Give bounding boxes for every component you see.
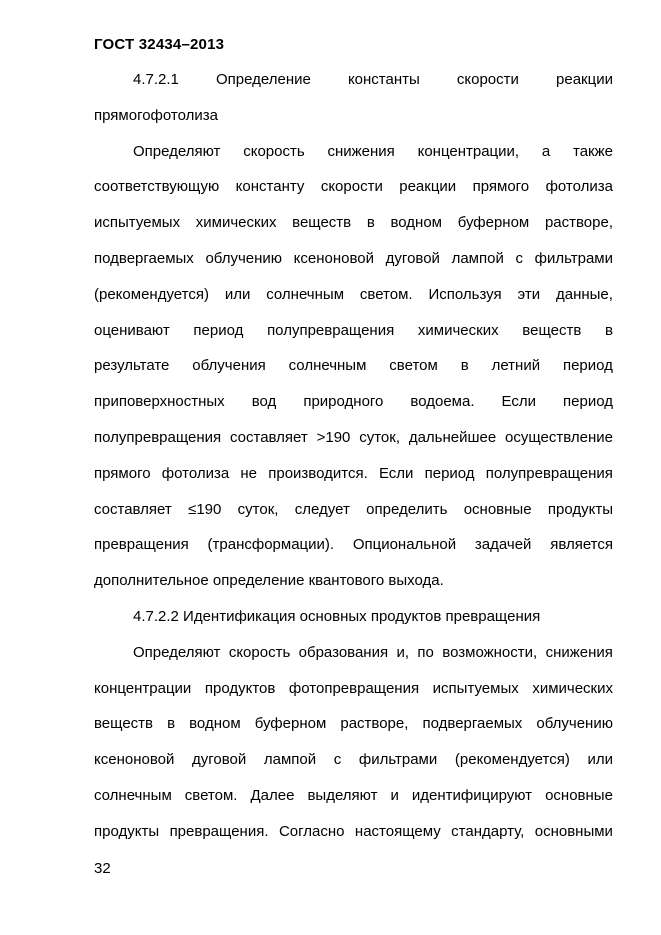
document-header: ГОСТ 32434–2013 [94, 36, 225, 53]
text-line: 4.7.2.2 Идентификация основных продуктов превращения [133, 608, 541, 625]
text-line: солнечным светом. Далее выделяют и идентифицируют основные [94, 787, 613, 804]
text-line: Определяют скорость образования и, по возможности, снижения [133, 643, 613, 661]
text-line: полупревращения составляет >190 суток, дальнейшее осуществление [94, 429, 613, 446]
text-line: веществ в водном буферном растворе, подвергаемых облучению [94, 715, 613, 733]
text-line: испытуемых химических веществ в водном буферном растворе, [94, 214, 613, 232]
text-line: дополнительное определение квантового выхода. [94, 572, 444, 590]
text-line: концентрации продуктов фотопревращения испытуемых химических [94, 679, 613, 697]
text-line: продукты превращения. Согласно настоящему стандарту, основными [94, 822, 613, 840]
text-line: подвергаемых облучению ксеноновой дуговой лампой с фильтрами [94, 250, 613, 267]
text-line: составляет ≤190 суток, следует определить основные продукты [94, 500, 613, 518]
text-line: прямогофотолиза [94, 106, 218, 124]
text-line: результате облучения солнечным светом в летний период [94, 357, 613, 375]
page-number: 32 [94, 860, 111, 877]
text-line: оценивают период полупревращения химических веществ в [94, 321, 613, 339]
text-line: 4.7.2.1 Определение константы скорости реакции [133, 71, 613, 88]
text-line: ксеноновой дуговой лампой с фильтрами (рекомендуется) или [94, 751, 613, 769]
text-line: Определяют скорость снижения концентрации, а также [133, 142, 613, 160]
text-line: приповерхностных вод природного водоема. Если период [94, 393, 613, 411]
text-line: соответствующую константу скорости реакции прямого фотолиза [94, 178, 613, 196]
text-line: (рекомендуется) или солнечным светом. Используя эти данные, [94, 285, 613, 303]
text-line: прямого фотолиза не производится. Если период полупревращения [94, 464, 613, 482]
text-line: превращения (трансформации). Опциональной задачей является [94, 536, 613, 554]
